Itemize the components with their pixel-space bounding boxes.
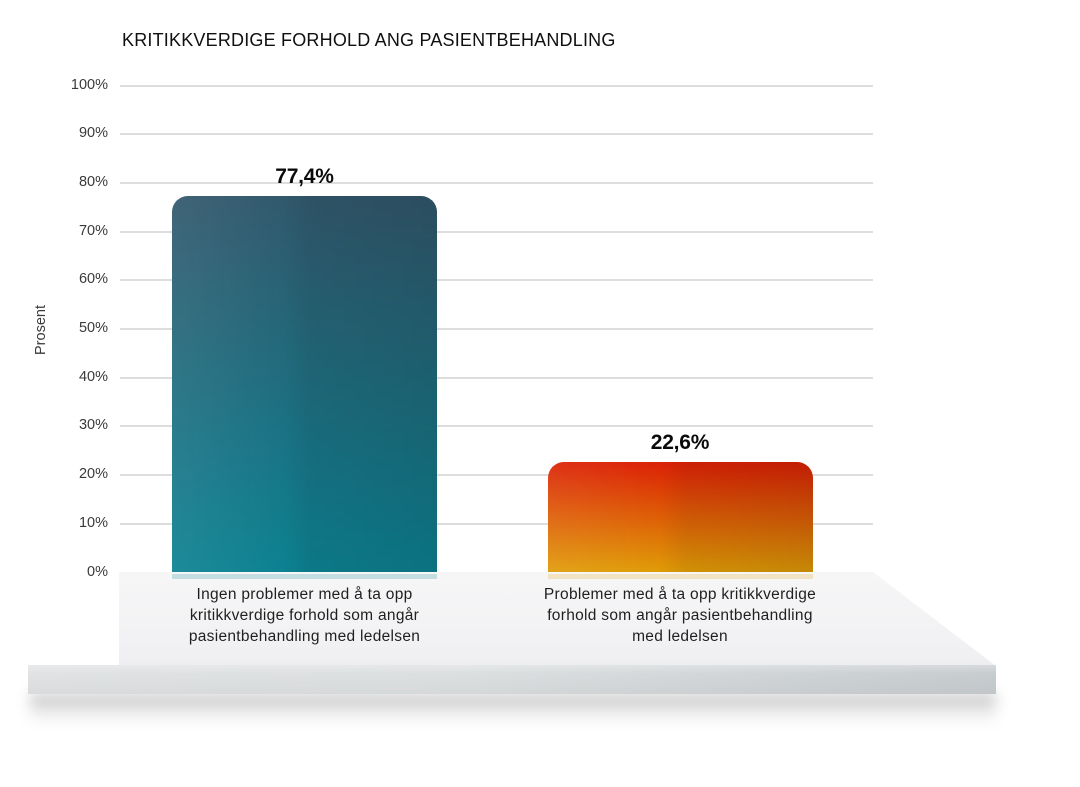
y-tick-label: 80% bbox=[78, 173, 108, 190]
bar-reflection bbox=[172, 574, 437, 579]
y-tick-label: 90% bbox=[78, 125, 108, 142]
gridline bbox=[120, 85, 873, 87]
y-tick-label: 50% bbox=[78, 320, 108, 336]
gridline bbox=[120, 133, 873, 135]
category-label: Problemer med å ta opp kritikkverdige forhold som angår pasientbehandling med ledelsen bbox=[543, 586, 817, 645]
chart-title: KRITIKKVERDIGE FORHOLD ANG PASIENTBEHANDLING bbox=[122, 30, 616, 50]
y-tick-label: 30% bbox=[78, 417, 108, 434]
bar-value-label: 77,4% bbox=[275, 164, 334, 188]
y-tick-label: 40% bbox=[78, 368, 108, 385]
category-label: Ingen problemer med å ta opp kritikkverdige forhold som angår pasientbehandling med ledelsen bbox=[188, 586, 421, 645]
y-tick-label: 60% bbox=[78, 271, 108, 288]
y-tick-label: 0% bbox=[87, 563, 108, 580]
y-axis-title: Prosent bbox=[33, 305, 49, 355]
y-tick-label: 20% bbox=[78, 466, 108, 483]
y-tick-label: 10% bbox=[78, 514, 108, 531]
bar-reflection bbox=[548, 574, 813, 579]
shelf-front-face bbox=[28, 665, 996, 694]
y-tick-label: 100% bbox=[70, 76, 108, 93]
bar-value-label: 22,6% bbox=[650, 431, 710, 455]
bar-2 bbox=[548, 462, 813, 572]
shelf-shadow bbox=[30, 694, 996, 724]
y-tick-label: 70% bbox=[78, 222, 108, 239]
bar-1 bbox=[172, 196, 437, 573]
